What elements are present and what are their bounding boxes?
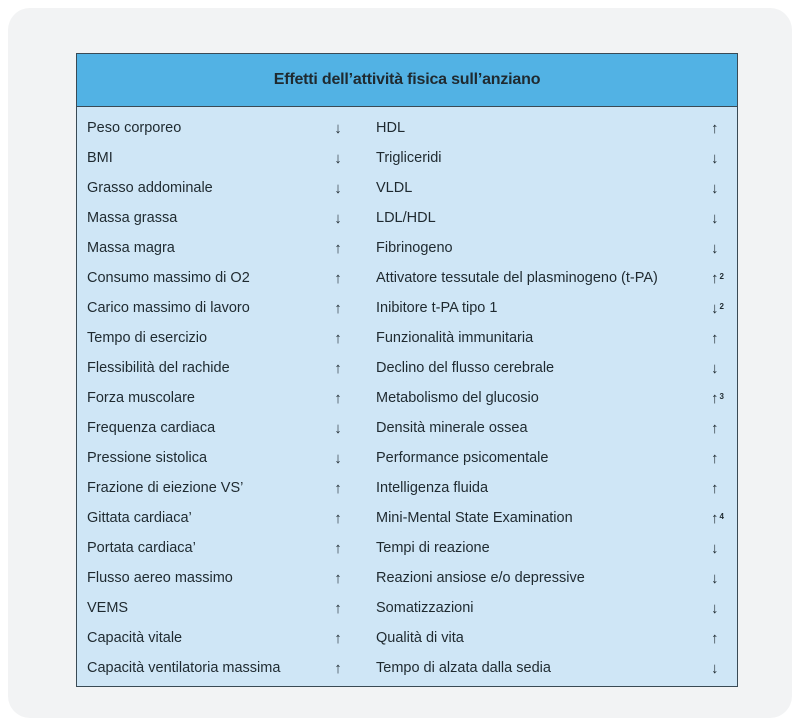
left-trend-arrow-icon: ↓ bbox=[334, 449, 342, 467]
table-row bbox=[77, 293, 737, 323]
left-parameter: Tempo di esercizio bbox=[87, 330, 208, 346]
table-row bbox=[77, 203, 737, 233]
left-trend-arrow-icon: ↑ bbox=[334, 599, 342, 617]
right-trend-arrow-icon bbox=[711, 480, 720, 497]
right-parameter: Tempo di alzata dalla sedia bbox=[376, 660, 551, 676]
arrow-glyph: ↑ bbox=[711, 449, 719, 467]
right-trend-arrow-icon bbox=[711, 330, 720, 347]
left-parameter: Carico massimo di lavoro bbox=[87, 300, 250, 316]
left-parameter: Frazione di eiezione VS’ bbox=[87, 480, 244, 496]
arrow-glyph: ↓ bbox=[711, 149, 719, 167]
table-row bbox=[77, 593, 737, 623]
arrow-glyph: ↑ bbox=[711, 509, 719, 527]
left-trend-arrow-icon: ↓ bbox=[334, 419, 342, 437]
page-card bbox=[8, 8, 792, 718]
table-row bbox=[77, 623, 737, 653]
right-parameter: Inibitore t-PA tipo 1 bbox=[376, 300, 498, 316]
right-parameter: Intelligenza fluida bbox=[376, 480, 489, 496]
arrow-glyph: ↑ bbox=[711, 389, 719, 407]
arrow-glyph: ↑ bbox=[711, 119, 719, 137]
right-parameter: Metabolismo del glucosio bbox=[376, 390, 539, 406]
right-trend-arrow-icon bbox=[711, 540, 720, 557]
left-trend-arrow-icon: ↑ bbox=[334, 269, 342, 287]
left-trend-arrow-icon: ↑ bbox=[334, 329, 342, 347]
right-parameter: Performance psicomentale bbox=[376, 450, 549, 466]
footnote-ref: 4 bbox=[719, 511, 724, 521]
right-parameter: VLDL bbox=[376, 180, 413, 196]
left-trend-arrow-icon: ↓ bbox=[334, 119, 342, 137]
left-trend-arrow-icon: ↑ bbox=[334, 389, 342, 407]
left-parameter: Capacità vitale bbox=[87, 630, 183, 646]
left-parameter: Pressione sistolica bbox=[87, 450, 208, 466]
arrow-glyph: ↓ bbox=[711, 539, 719, 557]
right-parameter: Somatizzazioni bbox=[376, 600, 474, 616]
right-parameter: LDL/HDL bbox=[376, 210, 436, 226]
left-parameter: Peso corporeo bbox=[87, 120, 182, 136]
footnote-ref: 2 bbox=[719, 301, 724, 311]
right-parameter: Reazioni ansiose e/o depressive bbox=[376, 570, 585, 586]
left-trend-arrow-icon: ↑ bbox=[334, 569, 342, 587]
left-parameter: Frequenza cardiaca bbox=[87, 420, 216, 436]
arrow-glyph: ↓ bbox=[711, 209, 719, 227]
right-parameter: Mini-Mental State Examination bbox=[376, 510, 573, 526]
left-parameter: Massa magra bbox=[87, 240, 175, 256]
table-row bbox=[77, 173, 737, 203]
right-trend-arrow-icon bbox=[711, 630, 720, 647]
right-trend-arrow-icon bbox=[711, 570, 720, 587]
right-trend-arrow-icon bbox=[711, 210, 720, 227]
left-trend-arrow-icon: ↑ bbox=[334, 239, 342, 257]
table-row bbox=[77, 473, 737, 503]
table-row bbox=[77, 413, 737, 443]
right-parameter: Declino del flusso cerebrale bbox=[376, 360, 555, 376]
right-parameter: Fibrinogeno bbox=[376, 240, 453, 256]
right-parameter: Qualità di vita bbox=[376, 630, 464, 646]
table-row bbox=[77, 503, 737, 533]
table-row bbox=[77, 113, 737, 143]
left-parameter: BMI bbox=[87, 150, 113, 166]
right-trend-arrow-icon bbox=[711, 360, 720, 377]
arrow-glyph: ↓ bbox=[711, 569, 719, 587]
left-trend-arrow-icon: ↓ bbox=[334, 149, 342, 167]
left-parameter: Gittata cardiaca’ bbox=[87, 510, 192, 526]
right-trend-arrow-icon bbox=[711, 390, 724, 407]
right-trend-arrow-icon bbox=[711, 240, 720, 257]
left-parameter: Flusso aereo massimo bbox=[87, 570, 233, 586]
table-row bbox=[77, 653, 737, 683]
footnote-ref: 3 bbox=[719, 391, 724, 401]
right-parameter: Tempi di reazione bbox=[376, 540, 490, 556]
table-row bbox=[77, 383, 737, 413]
arrow-glyph: ↑ bbox=[711, 329, 719, 347]
table-row bbox=[77, 323, 737, 353]
arrow-glyph: ↓ bbox=[711, 299, 719, 317]
left-parameter: Grasso addominale bbox=[87, 180, 213, 196]
right-trend-arrow-icon bbox=[711, 150, 720, 167]
right-trend-arrow-icon bbox=[711, 420, 720, 437]
arrow-glyph: ↓ bbox=[711, 599, 719, 617]
left-parameter: Massa grassa bbox=[87, 210, 178, 226]
right-parameter: HDL bbox=[376, 120, 406, 136]
arrow-glyph: ↓ bbox=[711, 659, 719, 677]
left-trend-arrow-icon: ↓ bbox=[334, 179, 342, 197]
right-trend-arrow-icon bbox=[711, 300, 724, 317]
right-trend-arrow-icon bbox=[711, 660, 720, 677]
arrow-glyph: ↓ bbox=[711, 179, 719, 197]
table-body bbox=[77, 107, 737, 683]
right-trend-arrow-icon bbox=[711, 120, 720, 137]
left-parameter: VEMS bbox=[87, 600, 129, 616]
right-trend-arrow-icon bbox=[711, 510, 724, 527]
arrow-glyph: ↑ bbox=[711, 479, 719, 497]
footnote-ref: 2 bbox=[719, 271, 724, 281]
right-parameter: Densità minerale ossea bbox=[376, 420, 528, 436]
left-trend-arrow-icon: ↑ bbox=[334, 539, 342, 557]
table-row bbox=[77, 533, 737, 563]
left-trend-arrow-icon: ↑ bbox=[334, 359, 342, 377]
arrow-glyph: ↑ bbox=[711, 269, 719, 287]
right-trend-arrow-icon bbox=[711, 270, 724, 287]
effects-table bbox=[76, 53, 738, 687]
arrow-glyph: ↑ bbox=[711, 419, 719, 437]
table-row bbox=[77, 563, 737, 593]
arrow-glyph: ↓ bbox=[711, 359, 719, 377]
table-row bbox=[77, 233, 737, 263]
left-trend-arrow-icon: ↑ bbox=[334, 509, 342, 527]
right-parameter: Trigliceridi bbox=[376, 150, 442, 166]
left-trend-arrow-icon: ↑ bbox=[334, 629, 342, 647]
table-row bbox=[77, 443, 737, 473]
table-title: Effetti dell’attività fisica sull’anziano bbox=[77, 54, 737, 107]
left-parameter: Consumo massimo di O2 bbox=[87, 270, 250, 286]
right-parameter: Funzionalità immunitaria bbox=[376, 330, 534, 346]
table-row bbox=[77, 263, 737, 293]
left-trend-arrow-icon: ↑ bbox=[334, 299, 342, 317]
left-parameter: Forza muscolare bbox=[87, 390, 195, 406]
table-row bbox=[77, 143, 737, 173]
right-trend-arrow-icon bbox=[711, 600, 720, 617]
right-parameter: Attivatore tessutale del plasminogeno (t-PA) bbox=[376, 270, 658, 286]
left-parameter: Portata cardiaca’ bbox=[87, 540, 196, 556]
table-row bbox=[77, 353, 737, 383]
left-trend-arrow-icon: ↑ bbox=[334, 479, 342, 497]
left-parameter: Flessibilità del rachide bbox=[87, 360, 230, 376]
right-trend-arrow-icon bbox=[711, 450, 720, 467]
left-trend-arrow-icon: ↑ bbox=[334, 659, 342, 677]
left-trend-arrow-icon: ↓ bbox=[334, 209, 342, 227]
left-parameter: Capacità ventilatoria massima bbox=[87, 660, 281, 676]
right-trend-arrow-icon bbox=[711, 180, 720, 197]
arrow-glyph: ↑ bbox=[711, 629, 719, 647]
arrow-glyph: ↓ bbox=[711, 239, 719, 257]
